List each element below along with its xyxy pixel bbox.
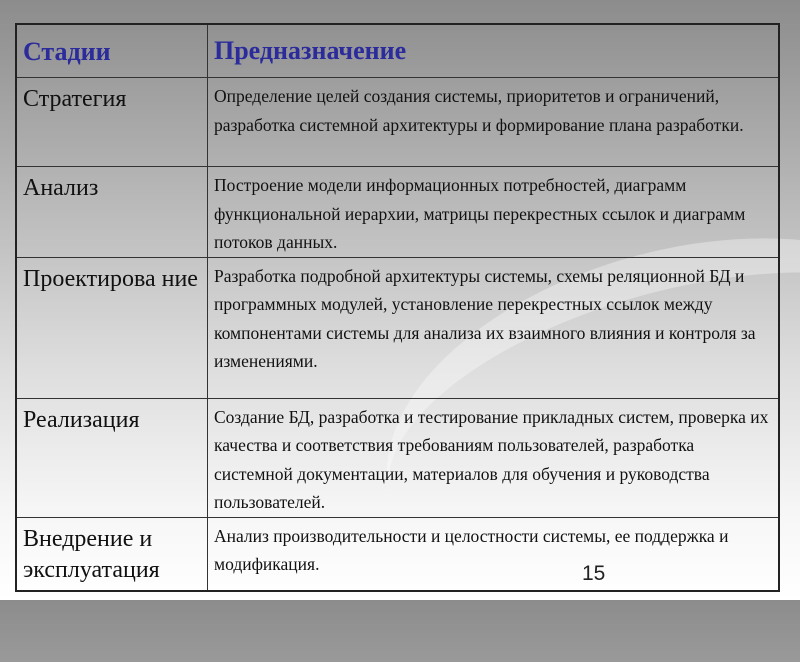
- table-header-row: [16, 24, 779, 78]
- header-stages: Стадии: [16, 24, 208, 78]
- page-number: 15: [582, 562, 606, 585]
- purpose-cell: Разработка подробной архитектуры системы, схемы реляционной БД и программных модулей, установление перекрестных ссылок между компонентами системы для анализа их взаимного влияния и контроля за изменениями.: [208, 257, 780, 398]
- header-purpose: Предназначение: [208, 24, 780, 78]
- table-row: [16, 78, 779, 167]
- purpose-cell: Анализ производительности и целостности системы, ее поддержка и модификация.: [208, 517, 780, 591]
- table-row: [16, 257, 779, 398]
- stage-cell: Внедрение и эксплуатация: [16, 517, 208, 591]
- stage-cell: Анализ: [16, 167, 208, 258]
- stage-cell: Реализация: [16, 398, 208, 517]
- purpose-cell: Построение модели информационных потребностей, диаграмм функциональной иерархии, матрицы перекрестных ссылок и диаграмм потоков данных.: [208, 167, 780, 258]
- table-row: [16, 167, 779, 258]
- table-row: [16, 517, 779, 591]
- stage-cell: Проектирова ние: [16, 257, 208, 398]
- stages-table: [15, 23, 780, 592]
- stage-cell: Стратегия: [16, 78, 208, 167]
- purpose-cell: Создание БД, разработка и тестирование прикладных систем, проверка их качества и соответствия требованиям пользователей, разработка системной документации, материалов для обучения и руководства пользователей.: [208, 398, 780, 517]
- table-row: [16, 398, 779, 517]
- purpose-cell: Определение целей создания системы, приоритетов и ограничений, разработка системной архитектуры и формирование плана разработки.: [208, 78, 780, 167]
